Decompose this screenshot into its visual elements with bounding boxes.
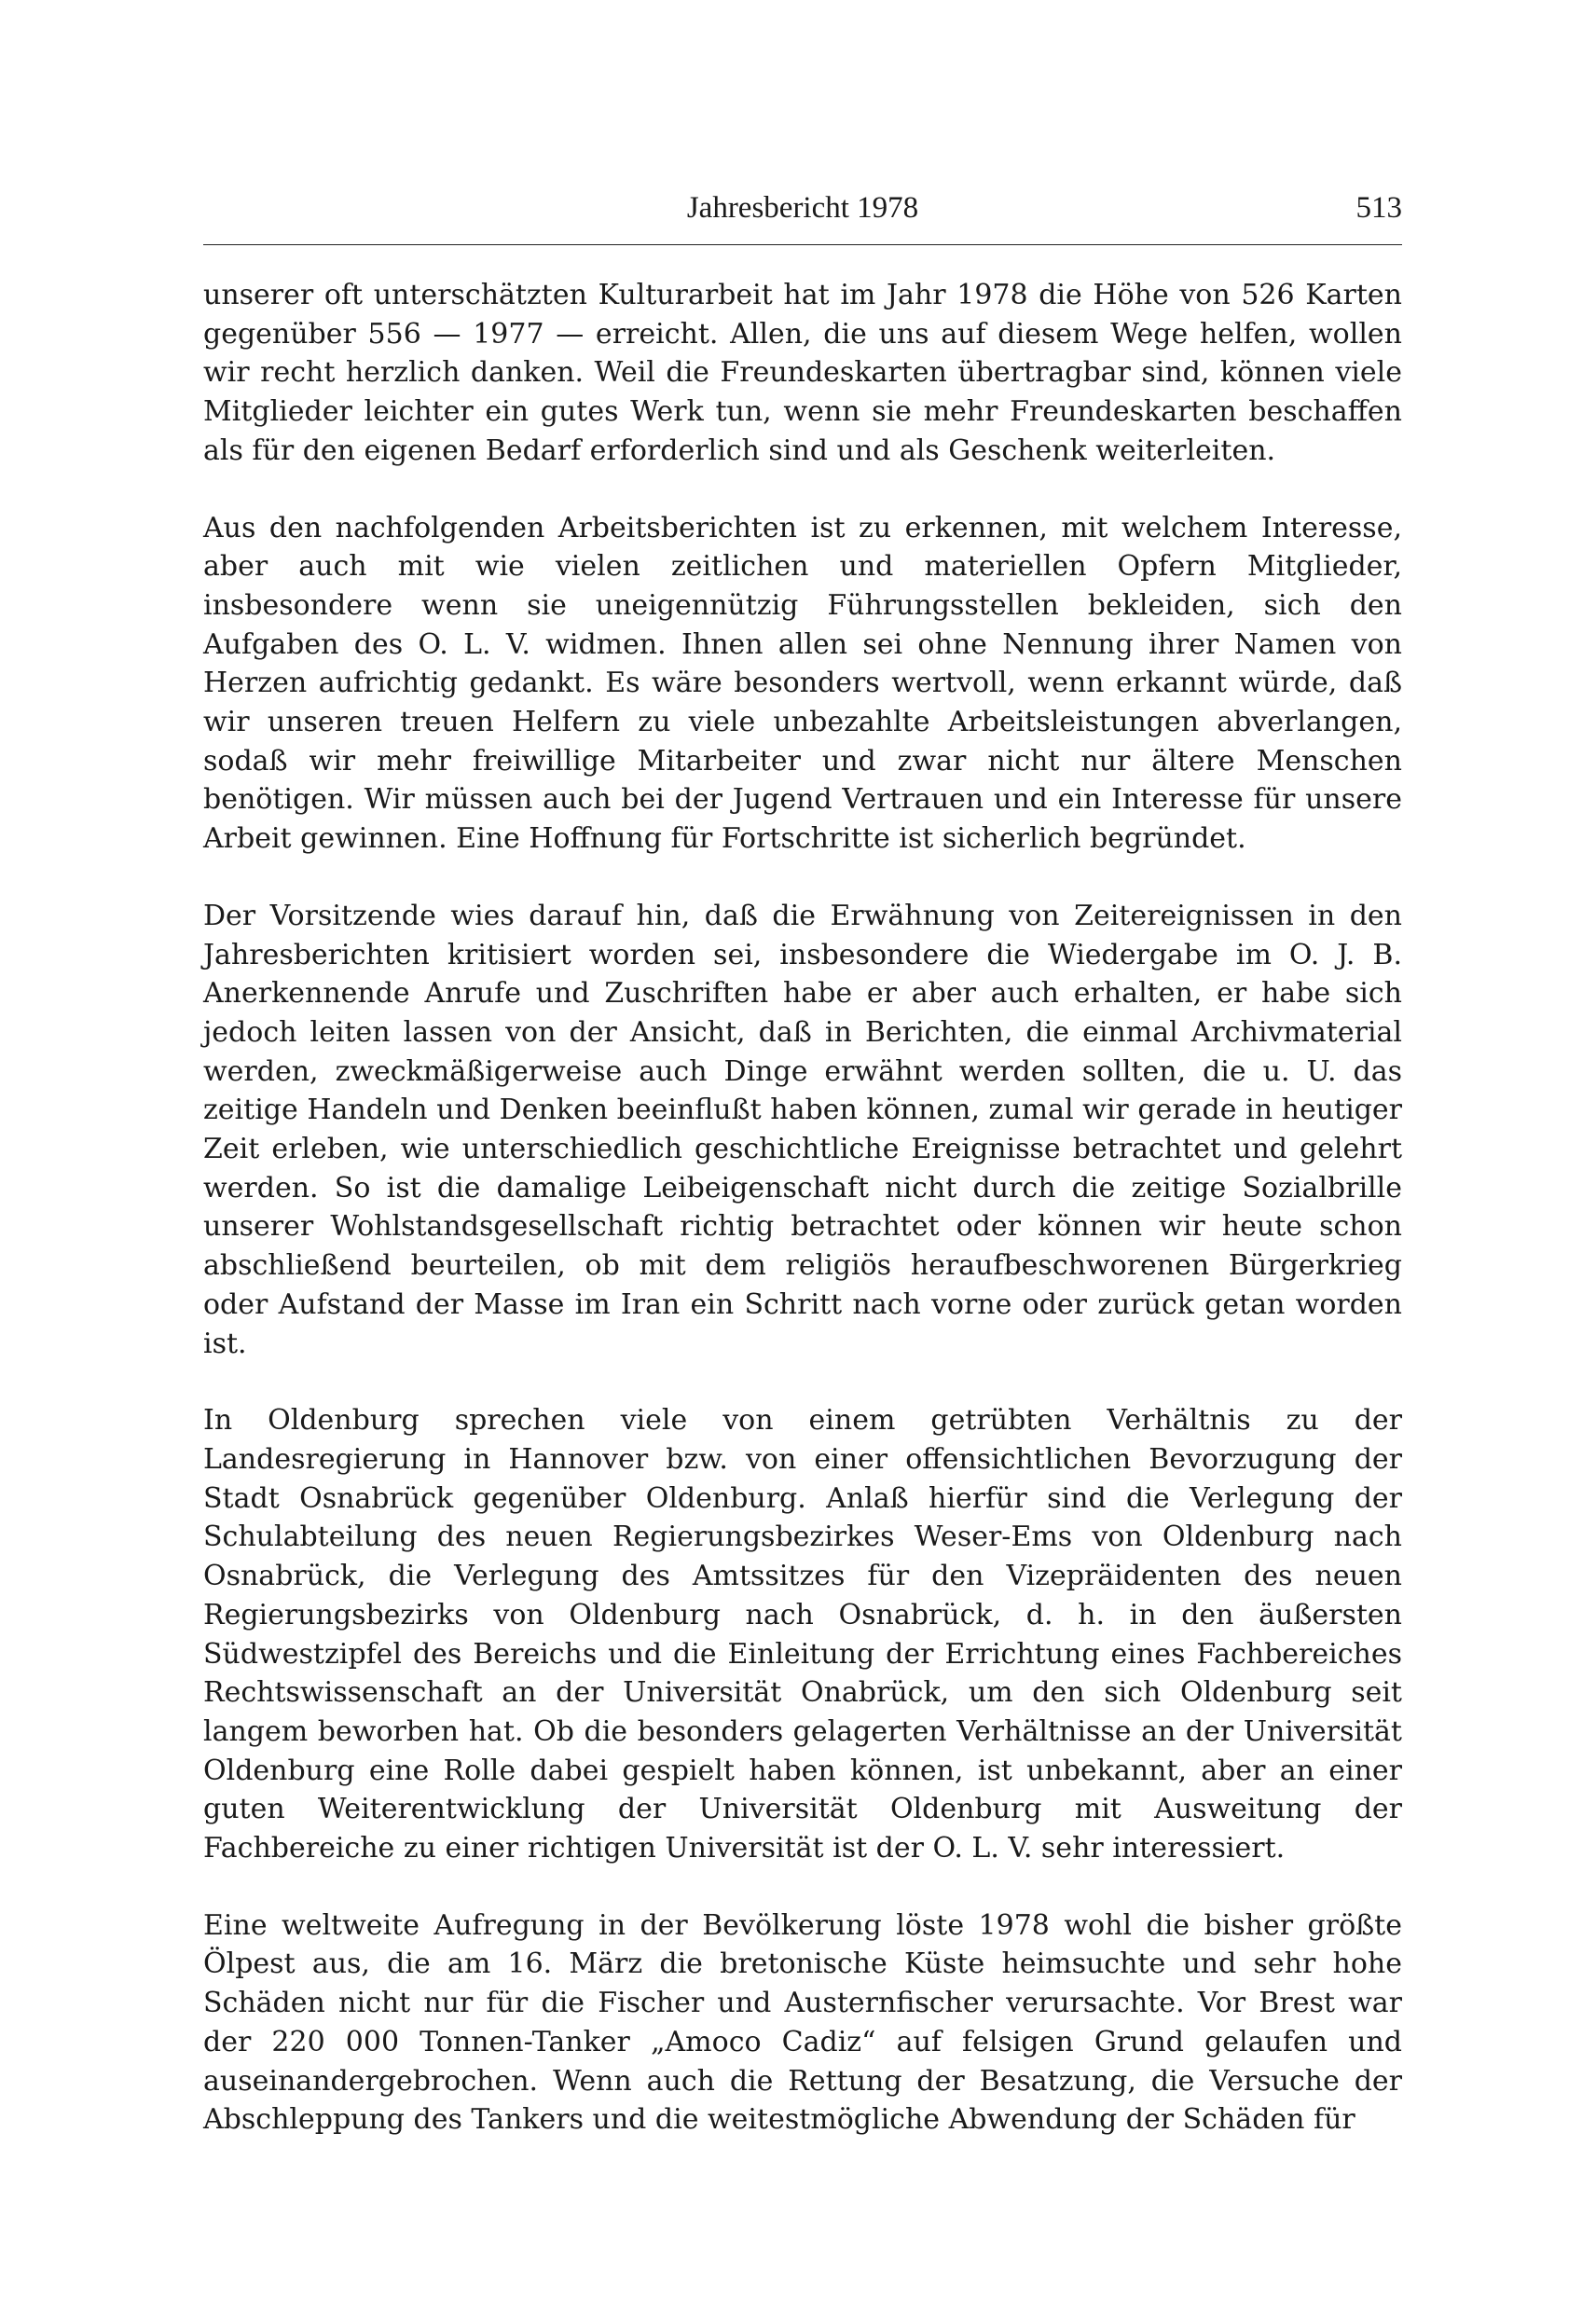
page-number: 513	[1355, 191, 1402, 225]
paragraph-zeitereignisse: Der Vorsitzende wies darauf hin, daß die Erwähnung von Zeitereignissen in den Jahresberichten kritisiert worden sei, insbesondere die Wiedergabe im O. J. B. Anerkennende Anrufe und Zuschriften habe er aber auch erhalten, er habe sich jedoch leiten lassen von der Ansicht, daß in Berichten, die einmal Archivmaterial werden, zweckmäßigerweise auch Dinge erwähnt werden sollten, die u. U. das zeitige Handeln und Denken beeinflußt haben können, zumal wir gerade in heutiger Zeit erleben, wie unterschiedlich geschichtliche Ereignisse betrachtet und gelehrt werden. So ist die damalige Leibeigenschaft nicht durch die zeitige Sozialbrille unserer Wohlstandsgesellschaft richtig betrachtet oder können wir heute schon abschließend beurteilen, ob mit dem religiös heraufbeschworenen Bürgerkrieg oder Aufstand der Masse im Iran ein Schritt nach vorne oder zurück getan worden ist.	[203, 899, 1402, 1360]
paragraph-freundeskarten: unserer oft unterschätzten Kulturarbeit hat im Jahr 1978 die Höhe von 526 Karten gegenüber 556 — 1977 — erreicht. Allen, die uns auf diesem Wege helfen, wollen wir recht herzlich danken. Weil die Freundeskarten übertragbar sind, können viele Mitglieder leichter ein gutes Werk tun, wenn sie mehr Freundeskarten beschaffen als für den eigenen Bedarf erforderlich sind und als Geschenk weiterleiten.	[203, 279, 1402, 467]
paragraph-oldenburg: In Oldenburg sprechen viele von einem getrübten Verhältnis zu der Landesregierung in Hannover bzw. von einer offensichtlichen Bevorzugung der Stadt Osnabrück gegenüber Oldenburg. Anlaß hierfür sind die Verlegung der Schulabteilung des neuen Regierungsbezirkes Weser-Ems von Oldenburg nach Osnabrück, die Verlegung des Amtssitzes für den Vizepräidenten des neuen Regierungsbezirks von Oldenburg nach Osnabrück, d. h. in den äußersten Südwestzipfel des Bereichs und die Einleitung der Errichtung eines Fachbereiches Rechtswissenschaft an der Universität Onabrück, um den sich Oldenburg seit langem beworben hat. Ob die besonders gelagerten Verhältnisse an der Universität Oldenburg eine Rolle dabei gespielt haben können, ist unbekannt, aber an einer guten Weiterentwicklung der Universität Oldenburg mit Ausweitung der Fachbereiche zu einer richtigen Universität ist der O. L. V. sehr interessiert.	[203, 1404, 1402, 1865]
header-rule	[203, 244, 1402, 245]
running-header	[203, 191, 1402, 236]
running-title: Jahresbericht 1978	[686, 191, 919, 225]
paragraph-oelpest: Eine weltweite Aufregung in der Bevölkerung löste 1978 wohl die bisher größte Ölpest aus, die am 16. März die bretonische Küste heimsuchte und sehr hohe Schäden nicht nur für die Fischer und Austernfischer verursachte. Vor Brest war der 220 000 Tonnen-Tanker „Amoco Cadiz“ auf felsigen Grund gelaufen und auseinandergebrochen. Wenn auch die Rettung der Besatzung, die Versuche der Abschleppung des Tankers und die weitestmögliche Abwendung der Schäden für	[203, 1908, 1402, 2137]
body-text	[203, 276, 1402, 2140]
paragraph-arbeitsberichte: Aus den nachfolgenden Arbeitsberichten ist zu erkennen, mit welchem Interesse, aber auch mit wie vielen zeitlichen und materiellen Opfern Mitglieder, insbesondere wenn sie uneigennützig Führungsstellen bekleiden, sich den Aufgaben des O. L. V. widmen. Ihnen allen sei ohne Nennung ihrer Namen von Herzen aufrichtig gedankt. Es wäre besonders wertvoll, wenn erkannt würde, daß wir unseren treuen Helfern zu viele unbezahlte Arbeitsleistungen abverlangen, sodaß wir mehr freiwillige Mitarbeiter und zwar nicht nur ältere Menschen benötigen. Wir müssen auch bei der Jugend Vertrauen und ein Interesse für unsere Arbeit gewinnen. Eine Hoffnung für Fortschritte ist sicherlich begründet.	[203, 511, 1402, 856]
